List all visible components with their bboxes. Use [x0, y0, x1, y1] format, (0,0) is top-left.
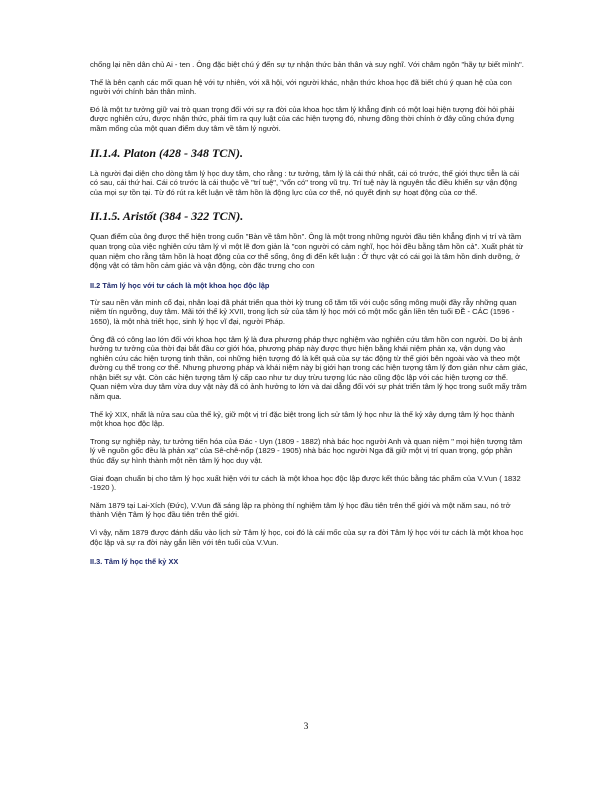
paragraph-socrates-tail: chống lại nền dân chủ Ai - ten . Ông đặc biệt chú ý đến sự tự nhận thức bản thân và suy nghĩ. Với châm ngôn "hãy tự biết mình".: [90, 60, 524, 69]
heading-section-ii2: II.2 Tâm lý học với tư cách là một khoa học độc lập: [90, 280, 270, 290]
paragraph-ii2-reflex-method: Ông đã có công lao lớn đối với khoa học tâm lý là đưa phương pháp thực nghiệm vào nghiên cứu tâm hồn con người. Do bị ảnh hưởng tư tưởng của thời đại bắt đầu cơ giới hóa, phương pháp này được thực hiện bằng khái niệm phản xạ, vận dụng vào nghiên cứu các hiện tượng tinh thần, coi những hiện tượng đó là kết quả của sự tác động từ thế giới bên ngoài vào và theo một đường cụ thể trong cơ thể. Nhưng phương pháp và khái niệm này bị giới hạn trong các hiện tượng tâm lý đơn giản như cảm giác, nhận biết sự vật. Còn các hiện tượng tâm lý cấp cao như tư duy trừu tượng lúc nào cũng độc lập với các hiện tượng cơ thể. Quan niệm vừa duy tâm vừa duy vật này đã có ảnh hưởng to lớn và dai dẳng đối với sự phát triển tâm lý học trong suốt mấy trăm năm qua.: [90, 334, 528, 402]
paragraph-ii2-descartes: Từ sau nền văn minh cổ đại, nhân loại đã phát triển qua thời kỳ trung cổ tăm tối với cuộc sống mông muội đầy rẫy những quan niệm tín ngưỡng, duy tâm. Mãi tới thế kỷ XVII, trong lịch sử của tâm lý học mới có một mốc gắn liền tên tuổi ĐỀ - CÁC (1596 - 1650), là một nhà triết học, sinh lý học vĩ đại, người Pháp.: [90, 297, 517, 326]
paragraph-ii2-wundt-prep: Giai đoạn chuẩn bị cho tâm lý học xuất hiện với tư cách là một khoa học độc lập được kết thúc bằng tác phẩm của V.Vun ( 1832 -1920 ).: [90, 473, 521, 493]
paragraph-idealism-seed: Đó là một tư tưởng giữ vai trò quan trọng đối với sự ra đời của khoa học tâm lý khẳng định có một loại hiện tượng đòi hỏi phải được nghiên cứu, được nhận thức, phải tìm ra quy luật của các hiện tượng đó, nhưng đồng thời chính ở đây cũng chứa đựng mầm mống của một quan điểm duy tâm về tâm lý người.: [90, 104, 515, 133]
paragraph-aristot: Quan điểm của ông được thể hiện trong cuốn "Bàn về tâm hồn". Ông là một trong những người đầu tiên khẳng định vị trí và tầm quan trọng của việc nghiên cứu tâm lý vì một lẽ đơn giản là "con người có cảm nghĩ, học hỏi đều bằng tâm hồn cả". Xuất phát từ quan niệm cho rằng tâm hồn là hoạt động của cơ thể sống, ông đi đến kết luận : Ở thực vật có cái gọi là tâm hồn dinh dưỡng, ở động vật có tâm hồn cảm giác và vận động, còn đặc trưng cho con: [90, 232, 524, 271]
heading-platon: II.1.4. Platon (428 - 348 TCN).: [90, 145, 243, 160]
paragraph-platon: Là người đại diện cho dòng tâm lý học duy tâm, cho rằng : tư tưởng, tâm lý là cái thứ nhất, cái có trước, thế giới thực tiễn là cái có sau, cái thứ hai. Cái có trước là cái thuộc về "trí tuệ", "vốn có" trong vũ trụ. Trí tuệ này là nguyên tắc điều khiển sự vận động của mọi sự tồn tại. Từ đó rút ra kết luận về tâm hồn là động lực của cơ thể, nó quyết định sự hoạt động của cơ thể.: [90, 168, 520, 197]
paragraph-ii2-xix-century: Thế kỷ XIX, nhất là nửa sau của thế kỷ, giữ một vị trí đặc biệt trong lịch sử tâm lý học như là thế kỷ xây dựng tâm lý học thành một khoa học độc lập.: [90, 409, 515, 429]
paragraph-ii2-darwin-sechenov: Trong sự nghiệp này, tư tưởng tiến hóa của Đác - Uyn (1809 - 1882) nhà bác học người Anh và quan niệm " mọi hiện tượng tâm lý về nguồn gốc đều là phản xạ" của Sê-chê-nốp (1829 - 1905) nhà bác học người Nga đã giữ một vị trí quan trọng, góp phần thúc đẩy sự hình thành một nền tâm lý học duy vật.: [90, 436, 523, 466]
paragraph-self-relation: Thế là bên cạnh các mối quan hệ với tự nhiên, với xã hội, với người khác, nhận thức khoa học đã biết chú ý quan hệ của con người với chính bản thân mình.: [90, 77, 512, 97]
paragraph-ii2-1879-milestone: Vì vậy, năm 1879 được đánh dấu vào lịch sử Tâm lý học, coi đó là cái mốc của sự ra đời Tâm lý học với tư cách là một khoa học độc lập và sự ra đời này gắn liền với tên tuổi của V.Vun.: [90, 528, 524, 547]
paragraph-ii2-leipzig-lab: Năm 1879 tại Lai-Xích (Đức), V.Vun đã sáng lập ra phòng thí nghiệm tâm lý học đầu tiên trên thế giới và một năm sau, nó trở thành Viện Tâm lý học đầu tiên trên thế giới.: [90, 500, 511, 520]
page-number: 3: [303, 722, 309, 732]
heading-aristot: II.1.5. Aristốt (384 - 322 TCN).: [90, 209, 244, 224]
heading-section-ii3: II.3. Tâm lý học thế kỷ XX: [90, 557, 179, 567]
